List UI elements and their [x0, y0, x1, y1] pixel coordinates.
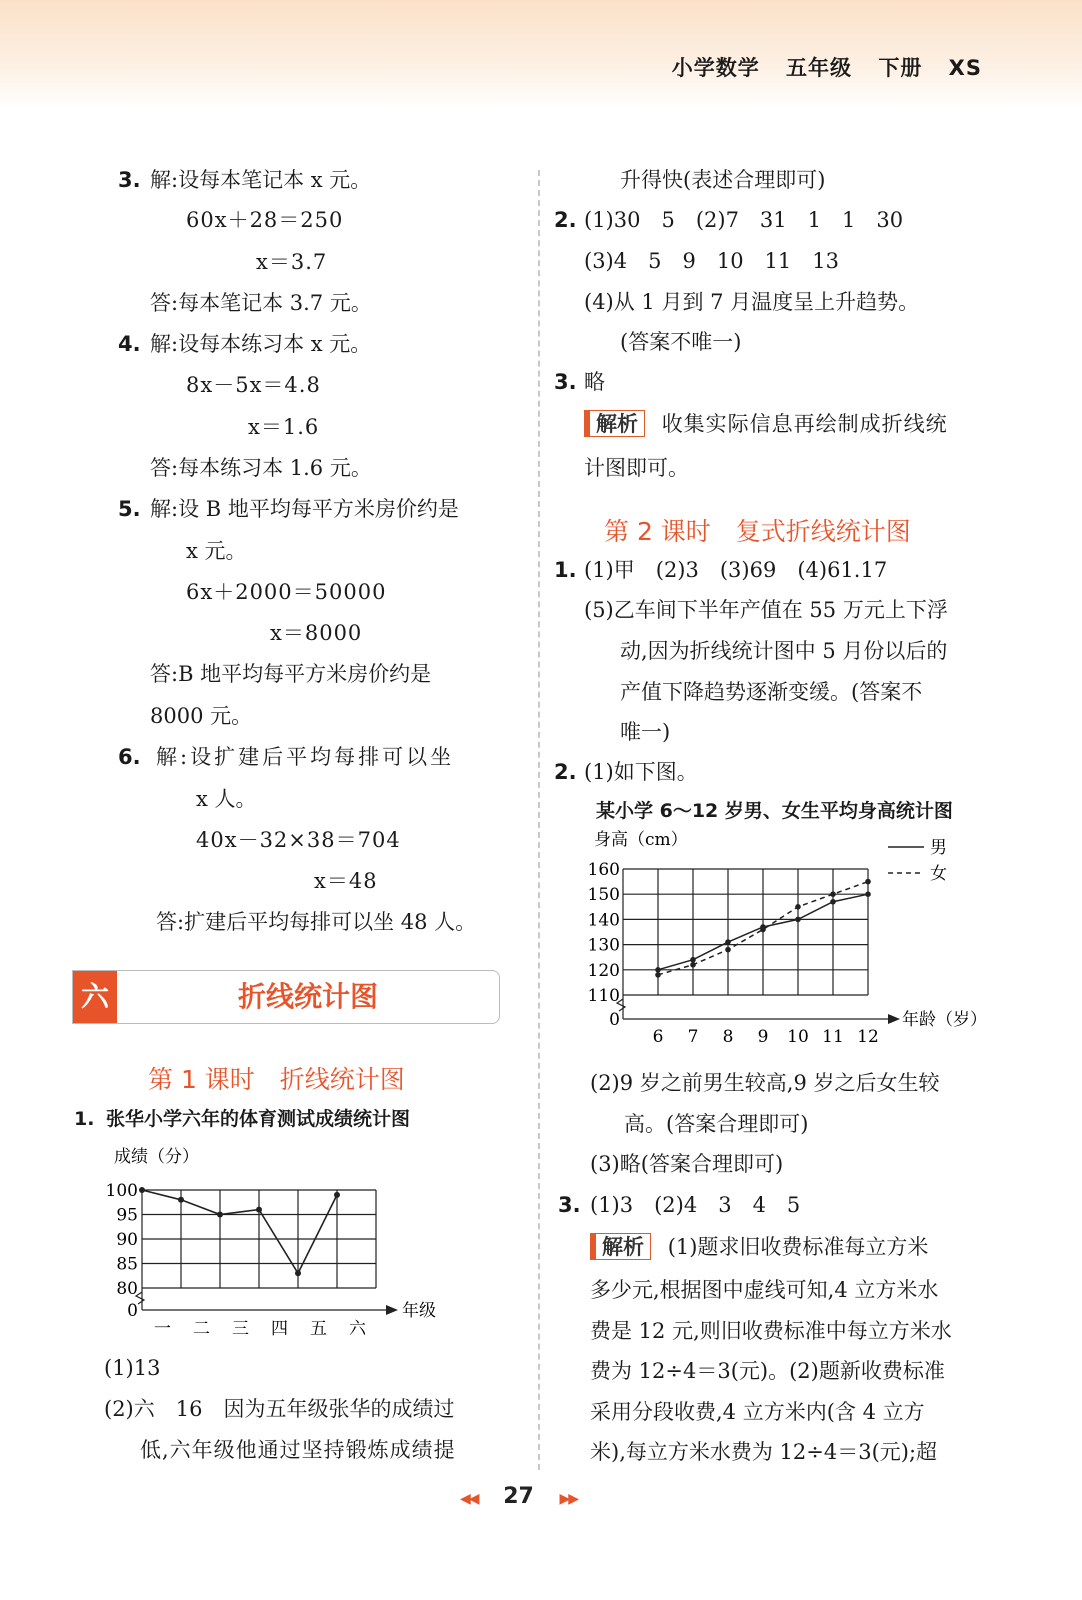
q5-answer2: 8000 元。 — [150, 704, 253, 728]
chart1-ytick-label: 85 — [116, 1254, 138, 1275]
q4-line2: 8x－5x＝4.8 — [186, 373, 321, 397]
rq3-analysis-line2: 计图即可。 — [584, 456, 689, 480]
page-number: 27 — [503, 1484, 534, 1509]
p1-line5: 唯一) — [620, 720, 671, 744]
chart2-data-point — [865, 891, 871, 897]
p3-analysis-line5: 采用分段收费,4 立方米内(含 4 立方 — [590, 1400, 925, 1424]
chart2-data-point — [760, 927, 766, 933]
q4-number: 4. — [118, 332, 141, 356]
chart1-ylabel: 成绩（分） — [114, 1147, 199, 1167]
q3-line2: 60x＋28＝250 — [186, 208, 344, 232]
chart2-title: 某小学 6～12 岁男、女生平均身高统计图 — [596, 800, 953, 822]
chart2-xtick-label: 9 — [757, 1027, 769, 1047]
rq3-line1: 略 — [584, 370, 605, 394]
chart1-xlabel: 年级 — [402, 1301, 436, 1321]
header-edition: XS — [948, 56, 982, 80]
q4-line1: 解:设每本练习本 x 元。 — [150, 332, 372, 356]
chart2-xtick-label: 7 — [687, 1027, 699, 1047]
chart2-data-point — [830, 891, 836, 897]
lesson1-title: 第 1 课时 折线统计图 — [148, 1065, 405, 1094]
chart1-series-line — [142, 1190, 337, 1273]
rq3-number: 3. — [554, 370, 577, 394]
chart1-data-point — [295, 1270, 301, 1276]
chart1-xtick-label: 四 — [271, 1319, 288, 1338]
p2-line1: (1)如下图。 — [584, 760, 698, 784]
q4-answer: 答:每本练习本 1.6 元。 — [150, 456, 372, 480]
page-header — [654, 52, 982, 82]
chart1-data-point — [139, 1187, 145, 1193]
p3-analysis-line1: (1)题求旧收费标准每立方米 — [667, 1235, 929, 1259]
lesson2-title: 第 2 课时 复式折线统计图 — [604, 517, 911, 546]
p2-answer2: (2)9 岁之前男生较高,9 岁之后女生较 — [590, 1071, 940, 1095]
q3-number: 3. — [118, 168, 141, 192]
q3-line3: x＝3.7 — [256, 250, 328, 274]
chart2-xtick-label: 11 — [822, 1027, 844, 1047]
chart2-legend-label-1: 男 — [930, 838, 947, 858]
next-page-arrow[interactable]: ▶▶ — [559, 1491, 578, 1507]
header-volume: 下册 — [878, 56, 923, 80]
p1-line1: (1)甲 (2)3 (3)69 (4)61.17 — [584, 558, 888, 582]
chart2-xaxis-arrow — [888, 1014, 900, 1024]
chart1-ytick-label: 0 — [127, 1301, 138, 1321]
unit-title: 折线统计图 — [237, 980, 378, 1013]
chart1-ytick-label: 80 — [116, 1279, 138, 1299]
unit-banner — [72, 970, 500, 1024]
chart2-data-point — [795, 904, 801, 910]
chart2-data-point — [655, 972, 661, 978]
column-divider — [538, 170, 540, 1470]
q5-answer1: 答:B 地平均每平方米房价约是 — [150, 662, 432, 686]
chart2-xtick-label: 6 — [652, 1027, 664, 1047]
q6-answer: 答:扩建后平均每排可以坐 48 人。 — [156, 910, 477, 934]
chart2-xtick-label: 8 — [722, 1027, 734, 1047]
q4-line3: x＝1.6 — [248, 415, 320, 439]
chart2-data-point — [690, 962, 696, 968]
q5-line3: 6x＋2000＝50000 — [186, 580, 387, 604]
unit-number: 六 — [73, 971, 117, 1023]
chart2-xlabel: 年龄（岁） — [902, 1010, 987, 1030]
p3-analysis-line4: 费为 12÷4＝3(元)。(2)题新收费标准 — [590, 1359, 945, 1383]
chart2-data-point — [725, 939, 731, 945]
p1-line2: (5)乙车间下半年产值在 55 万元上下浮 — [584, 598, 948, 622]
page-footer — [460, 1484, 577, 1509]
header-subject: 小学数学 — [671, 56, 760, 80]
c1-answer1: (1)13 — [104, 1356, 161, 1380]
chart1-xtick-label: 一 — [154, 1319, 171, 1338]
rq2-line3: (4)从 1 月到 7 月温度呈上升趋势。 — [584, 290, 920, 314]
chart2-data-point — [690, 957, 696, 963]
chart2-ytick-label: 150 — [588, 885, 620, 906]
chart1-xtick-label: 六 — [349, 1319, 366, 1338]
chart1-data-point — [217, 1212, 223, 1218]
rq2-line2: (3)4 5 9 10 11 13 — [584, 249, 839, 273]
chart2-ytick-label: 120 — [588, 960, 620, 981]
chart1-data-point — [256, 1207, 262, 1213]
c1-answer3: 低,六年级他通过坚持锻炼成绩提 — [140, 1438, 456, 1462]
q5-line2: x 元。 — [186, 539, 247, 563]
chart1-xtick-label: 三 — [232, 1319, 249, 1338]
q5-line4: x＝8000 — [270, 621, 363, 645]
p1-line4: 产值下降趋势逐渐变缓。(答案不 — [620, 680, 923, 704]
rq2-line1: (1)30 5 (2)7 31 1 1 30 — [584, 208, 904, 232]
prev-page-arrow[interactable]: ◀◀ — [460, 1491, 478, 1507]
chart2-legend-label-2: 女 — [930, 864, 947, 884]
chart2-data-point — [655, 967, 661, 973]
p3-analysis-line2: 多少元,根据图中虚线可知,4 立方米水 — [590, 1278, 939, 1302]
c1-answer2: (2)六 16 因为五年级张华的成绩过 — [104, 1397, 455, 1421]
chart1-ytick-label: 90 — [116, 1230, 138, 1250]
chart1-ytick-label: 95 — [116, 1205, 138, 1226]
p1-line3: 动,因为折线统计图中 5 月份以后的 — [620, 639, 948, 663]
rq2-number: 2. — [554, 208, 577, 232]
chart2-data-point — [830, 899, 836, 905]
chart2-xtick-label: 12 — [857, 1027, 879, 1047]
q6-number: 6. — [118, 745, 141, 769]
q6-line1: 解:设扩建后平均每排可以坐 — [156, 745, 455, 769]
chart1-xaxis-arrow — [386, 1305, 398, 1315]
p1-number: 1. — [554, 558, 577, 582]
p3-analysis-line3: 费是 12 元,则旧收费标准中每立方米水 — [590, 1319, 952, 1343]
q5-line1: 解:设 B 地平均每平方米房价约是 — [150, 497, 459, 521]
chart2-ytick-label: 140 — [588, 910, 620, 931]
p3-number: 3. — [558, 1193, 581, 1217]
c1-number: 1. — [74, 1108, 95, 1130]
analysis-tag-2: 解析 — [590, 1233, 651, 1260]
chart1-ytick-label: 100 — [105, 1181, 138, 1201]
chart1-title: 张华小学六年的体育测试成绩统计图 — [106, 1108, 411, 1130]
p2-number: 2. — [554, 760, 577, 784]
q3-answer: 答:每本笔记本 3.7 元。 — [150, 291, 372, 315]
rq3-analysis-line1: 收集实际信息再绘制成折线统 — [661, 412, 948, 436]
chart2-data-point — [865, 879, 871, 885]
chart2-data-point — [795, 917, 801, 923]
chart2-ylabel: 身高（cm） — [594, 830, 688, 850]
q5-number: 5. — [118, 497, 141, 521]
score-line-chart — [100, 1138, 450, 1338]
p2-answer3: 高。(答案合理即可) — [624, 1112, 809, 1136]
height-double-line-chart — [588, 825, 998, 1050]
chart2-xtick-label: 10 — [787, 1027, 809, 1047]
chart2-ytick-label: 160 — [588, 860, 620, 880]
p3-line1: (1)3 (2)4 3 4 5 — [590, 1193, 801, 1217]
p2-answer4: (3)略(答案合理即可) — [590, 1152, 784, 1176]
chart1-xtick-label: 五 — [310, 1319, 327, 1338]
q6-line3: 40x－32×38＝704 — [196, 828, 401, 852]
q6-line2: x 人。 — [196, 787, 257, 811]
p3-analysis-line6: 米),每立方米水费为 12÷4＝3(元);超 — [590, 1440, 938, 1464]
header-grade: 五年级 — [786, 56, 853, 80]
chart1-data-point — [178, 1197, 184, 1203]
chart2-ytick-label: 0 — [609, 1010, 620, 1030]
r-continued-line: 升得快(表述合理即可) — [620, 168, 826, 192]
q3-line1: 解:设每本笔记本 x 元。 — [150, 168, 372, 192]
chart2-ytick-label: 110 — [588, 986, 620, 1006]
chart2-ytick-label: 130 — [588, 935, 620, 956]
chart1-data-point — [334, 1192, 340, 1198]
chart1-xtick-label: 二 — [193, 1319, 210, 1338]
rq2-line4: (答案不唯一) — [620, 330, 742, 354]
q6-line4: x＝48 — [314, 869, 378, 893]
analysis-tag: 解析 — [584, 410, 645, 437]
chart2-data-point — [725, 947, 731, 953]
